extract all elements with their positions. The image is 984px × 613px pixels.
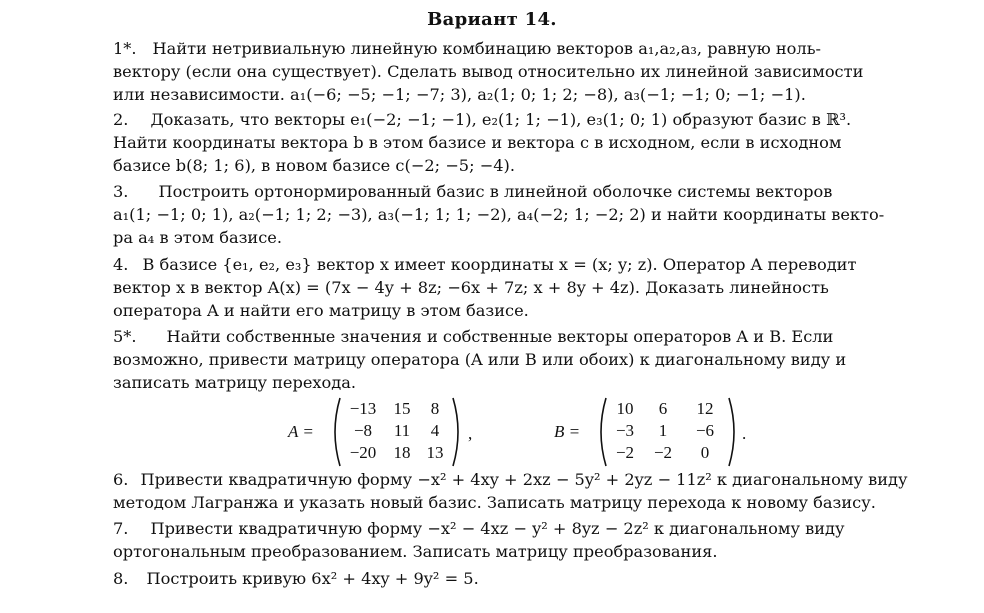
- problem-8-text-1: Построить кривую 6x² + 4xy + 9y² = 5.: [146, 569, 479, 588]
- problem-3-text-1: Построить ортонормированный базис в линейной оболочке системы векторов: [158, 182, 833, 201]
- matrix-a-cell: 11: [393, 421, 411, 440]
- problem-3-line-2: a₁(1; −1; 0; 1), a₂(−1; 1; 2; −3), a₃(−1; 1; 1; −2), a₄(−2; 1; −2; 2) и найти координаты векто-: [113, 205, 885, 224]
- matrix-b-cell: −3: [615, 421, 635, 440]
- problem-6-line-1: [113, 468, 916, 491]
- problem-7-line-1: [113, 517, 916, 540]
- problem-6-number: 6.: [113, 470, 129, 489]
- matrix-b-cell: 0: [700, 443, 710, 462]
- matrix-a-grid: [342, 398, 450, 464]
- problem-2-line-1: [113, 108, 916, 131]
- problem-4-text-1: В базисе {e₁, e₂, e₃} вектор x имеет координаты x = (x; y; z). Оператор A переводит: [142, 255, 857, 274]
- matrix-b-label: B =: [554, 422, 581, 441]
- matrix-a-cell: 4: [430, 421, 440, 440]
- problem-5-text-1: Найти собственные значения и собственные векторы операторов A и B. Если: [166, 327, 834, 346]
- problem-4: [113, 253, 916, 322]
- matrix-a-cell: 15: [393, 399, 411, 418]
- problem-1: [113, 37, 916, 106]
- problem-1-line-1: [113, 37, 916, 60]
- problem-4-line-3: оператора A и найти его матрицу в этом базисе.: [113, 301, 529, 320]
- problem-2: [113, 108, 916, 177]
- problem-7: [113, 517, 916, 563]
- matrix-b: [554, 396, 754, 468]
- problem-2-line-2: Найти координаты вектора b в этом базисе и вектора c в исходном, если в исходном: [113, 133, 842, 152]
- problem-4-line-1: [113, 253, 916, 276]
- problem-3-line-3: ра a₄ в этом базисе.: [113, 228, 283, 247]
- problem-7-text-1: Привести квадратичную форму −x² − 4xz − y² + 8yz − 2z² к диагональному виду: [150, 519, 845, 538]
- problem-8: [113, 567, 916, 590]
- problem-5: [113, 325, 916, 394]
- problem-4-line-2: вектор x в вектор A(x) = (7x − 4y + 8z; −6x + 7z; x + 8y + 4z). Доказать линейность: [113, 278, 829, 297]
- problem-6-line-2: методом Лагранжа и указать новый базис. Записать матрицу перехода к новому базису.: [113, 493, 876, 512]
- problem-6-text-1: Привести квадратичную форму −x² + 4xy + 2xz − 5y² + 2yz − 11z² к диагональному виду: [140, 470, 908, 489]
- matrix-b-cell: 6: [658, 399, 668, 418]
- problem-3-line-1: [113, 180, 916, 203]
- problem-3: [113, 180, 916, 249]
- matrix-a-left-paren: [328, 396, 342, 468]
- matrix-b-grid: [608, 398, 726, 464]
- problem-3-number: 3.: [113, 182, 129, 201]
- matrix-b-cell: 10: [616, 399, 634, 418]
- matrices-block: [0, 396, 984, 468]
- problem-1-number: 1*.: [113, 39, 137, 58]
- matrix-b-cell: 1: [658, 421, 668, 440]
- problem-1-text-1: Найти нетривиальную линейную комбинацию векторов a₁,a₂,a₃, равную ноль-: [152, 39, 821, 58]
- matrix-a-label: A =: [288, 422, 314, 441]
- matrix-a-cell: 18: [393, 443, 411, 462]
- problem-1-line-2: вектору (если она существует). Сделать вывод относительно их линейной зависимости: [113, 62, 864, 81]
- matrix-b-cell: 12: [696, 399, 714, 418]
- matrix-a-comma: ,: [468, 424, 473, 443]
- matrix-a-cell: 13: [426, 443, 444, 462]
- problem-7-line-2: ортогональным преобразованием. Записать матрицу преобразования.: [113, 542, 718, 561]
- problem-5-line-3: записать матрицу перехода.: [113, 373, 357, 392]
- matrix-b-left-paren: [594, 396, 608, 468]
- matrix-b-right-paren: [727, 396, 741, 468]
- matrix-b-period: .: [742, 424, 747, 443]
- matrix-b-cell: −2: [615, 443, 635, 462]
- matrix-b-cell: −6: [695, 421, 715, 440]
- problem-2-number: 2.: [113, 110, 129, 129]
- problem-1-line-3: или независимости. a₁(−6; −5; −1; −7; 3), a₂(1; 0; 1; 2; −8), a₃(−1; −1; 0; −1; −1).: [113, 85, 806, 104]
- problem-5-number: 5*.: [113, 327, 137, 346]
- problem-2-text-1: Доказать, что векторы e₁(−2; −1; −1), e₂(1; 1; −1), e₃(1; 0; 1) образуют базис в ℝ³.: [150, 110, 852, 129]
- matrix-a-right-paren: [451, 396, 465, 468]
- problem-6: [113, 468, 916, 514]
- variant-title: Вариант 14.: [427, 9, 557, 30]
- problem-5-line-1: [113, 325, 916, 348]
- matrix-a-cell: −13: [349, 399, 377, 418]
- matrix-a-cell: −20: [349, 443, 377, 462]
- problem-2-line-3: базисе b(8; 1; 6), в новом базисе c(−2; −5; −4).: [113, 156, 516, 175]
- problem-4-number: 4.: [113, 255, 129, 274]
- problem-8-line-1: [113, 567, 916, 590]
- problem-8-number: 8.: [113, 569, 129, 588]
- matrix-a-cell: 8: [430, 399, 440, 418]
- matrix-b-cell: −2: [653, 443, 673, 462]
- problem-5-line-2: возможно, привести матрицу оператора (A или B или обоих) к диагональному виду и: [113, 350, 847, 369]
- matrix-a: [288, 396, 488, 468]
- problem-7-number: 7.: [113, 519, 129, 538]
- matrix-a-cell: −8: [353, 421, 373, 440]
